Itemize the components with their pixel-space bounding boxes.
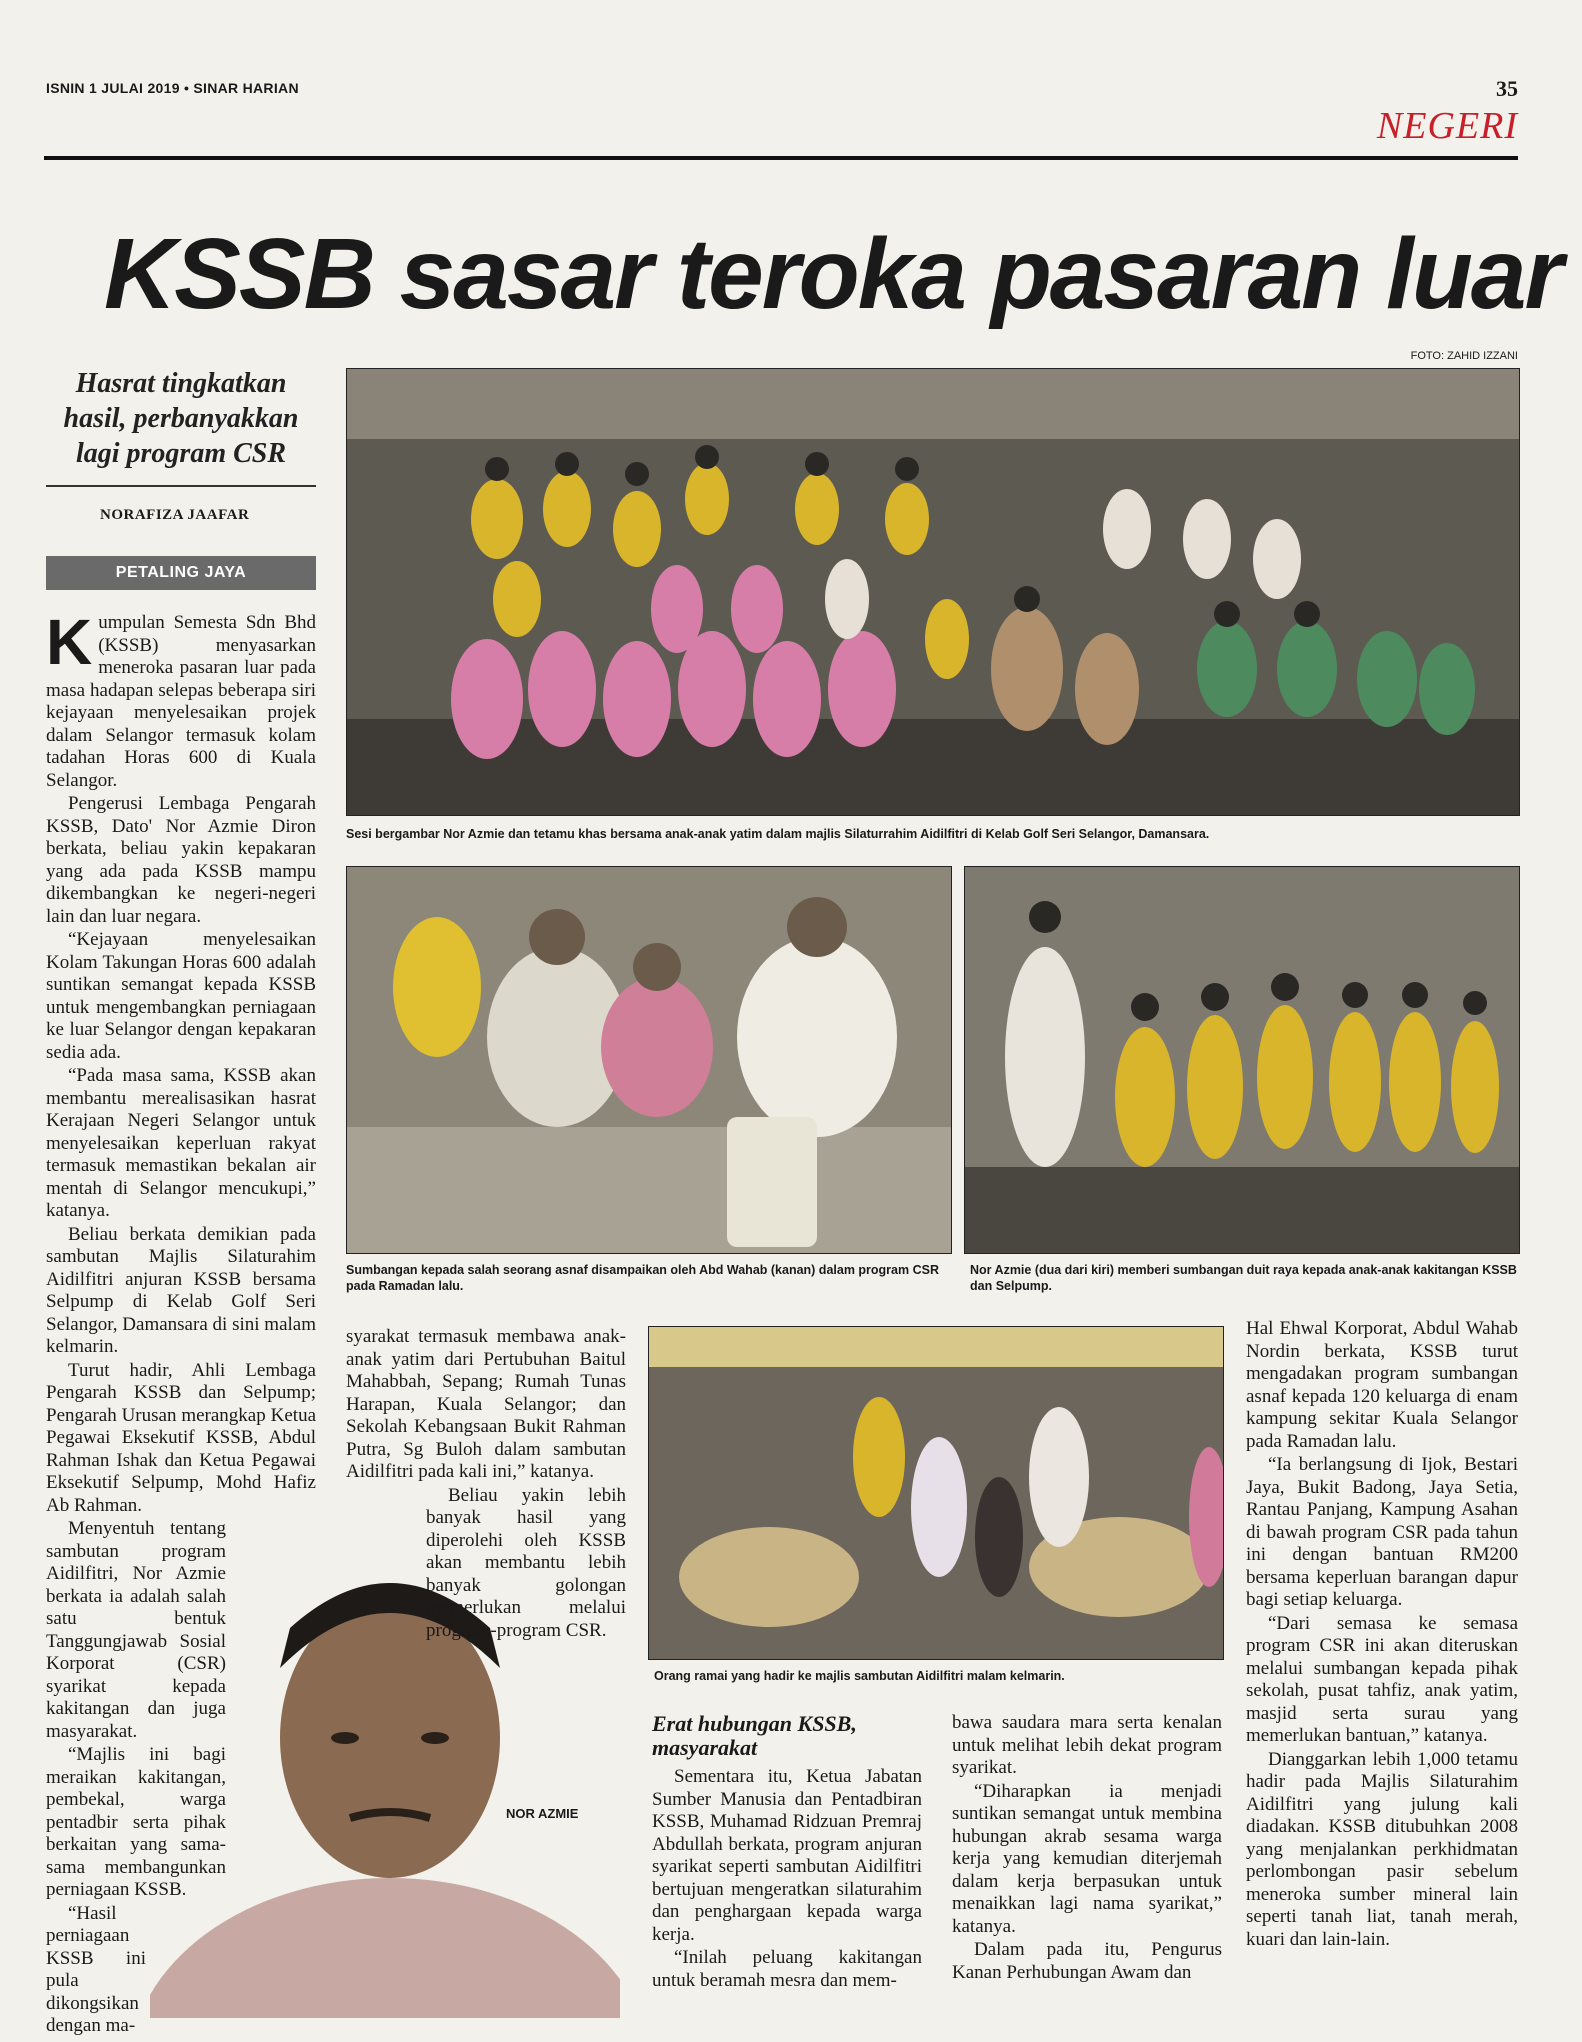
paragraph: “Diharapkan ia menjadi suntikan semangat untuk membina hubungan akrab sesama warga kerja yang kemudian diterjemah dalam kerja berpasukan untuk menaikkan lagi nama syarikat,” katanya.	[952, 1780, 1222, 1937]
article-column-1	[46, 606, 316, 2039]
crowd-photo	[648, 1326, 1224, 1660]
duit-raya-photo-illustration	[965, 867, 1519, 1253]
paragraph: “Ia berlangsung di Ijok, Bestari Jaya, Bukit Badong, Jaya Setia, Rantau Panjang, Kampung Asahan di bawah program CSR pada tahun ini dengan bantuan RM200 bersama keperluan barangan dapur bagi setiap keluarga.	[1246, 1454, 1518, 1610]
standfirst: Hasrat tingkatkan hasil, perbanyakkan lagi program CSR	[63, 368, 299, 469]
paragraph: Pengerusi Lembaga Pengarah KSSB, Dato' Nor Azmie Diron berkata, beliau yakin kepakaran yang ada pada KSSB mampu dikembangkan ke negeri-negeri lain dan luar negara.	[46, 793, 316, 927]
crowd-photo-illustration	[649, 1327, 1223, 1659]
main-group-photo	[346, 368, 1520, 816]
paragraph: Beliau berkata demikian pada sambutan Majlis Silaturahim Aidilfitri anjuran KSSB bersama Selpump di Kelab Golf Seri Selangor, Damansara di sini malam kelmarin.	[46, 1223, 316, 1357]
paragraph: Sementara itu, Ketua Jabatan Sumber Manusia dan Pentadbiran KSSB, Muhamad Ridzuan Premraj Abdullah berkata, program anjuran syarikat seperti sambutan Aidilfitri bertujuan mengeratkan silaturahim dan penghargaan kepada warga kerja.	[652, 1766, 922, 1945]
paragraph: Dalam pada itu, Pengurus Kanan Perhubungan Awam dan	[952, 1939, 1222, 1983]
paragraph: Beliau yakin lebih banyak hasil yang diperolehi oleh KSSB akan membantu lebih banyak golongan memerlukan melalui program-program CSR.	[426, 1484, 626, 1641]
headline: KSSB sasar teroka pasaran luar	[104, 218, 1562, 330]
group-photo-illustration	[347, 369, 1519, 815]
page-number: 35	[1496, 76, 1518, 101]
paragraph: “Majlis ini bagi meraikan kakitangan, pembekal, warga pentadbir serta pihak berkaitan yang sama-sama membangunkan perniagaan KSSB.	[46, 1744, 226, 1900]
article-column-4	[952, 1712, 1222, 1985]
paragraph: bawa saudara mara serta kenalan untuk melihat lebih dekat program syarikat.	[952, 1712, 1222, 1778]
header-rule	[44, 156, 1518, 160]
paragraph: Dianggarkan lebih 1,000 tetamu hadir pada Majlis Silaturahim Aidilfitri yang julung kali diadakan. KSSB ditubuhkan 2008 yang menjalankan perkhidmatan perlombongan pasir sebelum meneroka sumber mineral lain seperti tanah liat, tanah merah, kuari dan lain-lain.	[1246, 1748, 1518, 1950]
main-photo-caption: Sesi bergambar Nor Azmie dan tetamu khas bersama anak-anak yatim dalam majlis Silaturrahim Aidilfitri di Kelab Golf Seri Selangor, Damansara.	[346, 827, 1210, 841]
paragraph: Menyentuh tentang sambutan program Aidilfitri, Nor Azmie berkata ia adalah salah satu bentuk Tanggungjawab Sosial Korporat (CSR) syarikat kepada kakitangan dan juga masyarakat.	[46, 1518, 226, 1742]
paragraph: “Hasil perniagaan KSSB ini pula dikongsikan dengan ma-	[46, 1902, 146, 2036]
paragraph: “Dari semasa ke semasa program CSR ini akan diteruskan melalui sumbangan kepada pihak sekolah, pusat tahfiz, anak yatim, masjid serta surau yang memerlukan bantuan,” katanya.	[1246, 1612, 1518, 1746]
donation-caption: Sumbangan kepada salah seorang asnaf disampaikan oleh Abd Wahab (kanan) dalam program CSR pada Ramadan lalu.	[346, 1263, 939, 1293]
paragraph: “Pada masa sama, KSSB akan membantu merealisasikan hasrat Kerajaan Negeri Selangor untuk menyelesaikan keperluan rakyat termasuk memastikan bekalan air mentah di Selangor mencukupi,” katanya.	[46, 1065, 316, 1221]
section-title: NEGERI	[1376, 105, 1518, 147]
paragraph: Hal Ehwal Korporat, Abdul Wahab Nordin berkata, KSSB turut mengadakan program sumbangan asnaf kepada 120 keluarga di enam kampung sekitar Kuala Selangor pada Ramadan lalu.	[1246, 1318, 1518, 1452]
article-column-3	[652, 1766, 922, 1993]
standfirst-rule	[46, 485, 316, 487]
paragraph: “Kejayaan menyelesaikan Kolam Takungan Horas 600 adalah suntikan semangat kepada KSSB untuk mengembangkan perniagaan ke luar Selangor dengan kepakaran sedia ada.	[46, 929, 316, 1063]
paragraph: syarakat termasuk membawa anak-anak yatim dari Pertubuhan Baitul Mahabbah, Sepang; Rumah Tunas Harapan, Kuala Selangor; dan Sekolah Kebangsaan Bukit Rahman Putra, Sg Buloh dalam sambutan Aidilfitri pada kali ini,” katanya.	[346, 1326, 626, 1482]
portrait-label: NOR AZMIE	[506, 1806, 579, 1821]
photo-credit: FOTO: ZAHID IZZANI	[1410, 350, 1518, 362]
paragraph: Turut hadir, Ahli Lembaga Pengarah KSSB dan Selpump; Pengarah Urusan merangkap Ketua Pegawai Eksekutif KSSB, Abdul Rahman Ishak dan Ketua Pegawai Eksekutif Selpump, Mohd Hafiz Ab Rahman.	[46, 1359, 316, 1516]
drop-cap: K	[46, 606, 93, 678]
dateline: PETALING JAYA	[46, 556, 316, 590]
issue-date-line: ISNIN 1 JULAI 2019 • SINAR HARIAN	[46, 80, 299, 96]
donation-photo-illustration	[347, 867, 951, 1253]
duit-raya-photo	[964, 866, 1520, 1254]
crowd-caption: Orang ramai yang hadir ke majlis sambutan Aidilfitri malam kelmarin.	[654, 1669, 1065, 1683]
asnaf-donation-photo	[346, 866, 952, 1254]
subheading: Erat hubungan KSSB, masyarakat	[652, 1711, 857, 1760]
duit-raya-caption: Nor Azmie (dua dari kiri) memberi sumbangan duit raya kepada anak-anak kakitangan KSSB dan Selpump.	[970, 1263, 1517, 1293]
paragraph: “Inilah peluang kakitangan untuk beramah mesra dan mem-	[652, 1947, 922, 1991]
byline: NORAFIZA JAAFAR	[100, 507, 250, 523]
article-column-5	[1246, 1318, 1518, 1952]
article-column-2	[346, 1326, 626, 1643]
lead-paragraph: Kumpulan Semesta Sdn Bhd (KSSB) menyasarkan meneroka pasaran luar pada masa hadapan selepas beberapa siri kejayaan menyelesaikan projek dalam Selangor termasuk kolam tadahan Horas 600 di Kuala Selangor.	[46, 606, 316, 791]
